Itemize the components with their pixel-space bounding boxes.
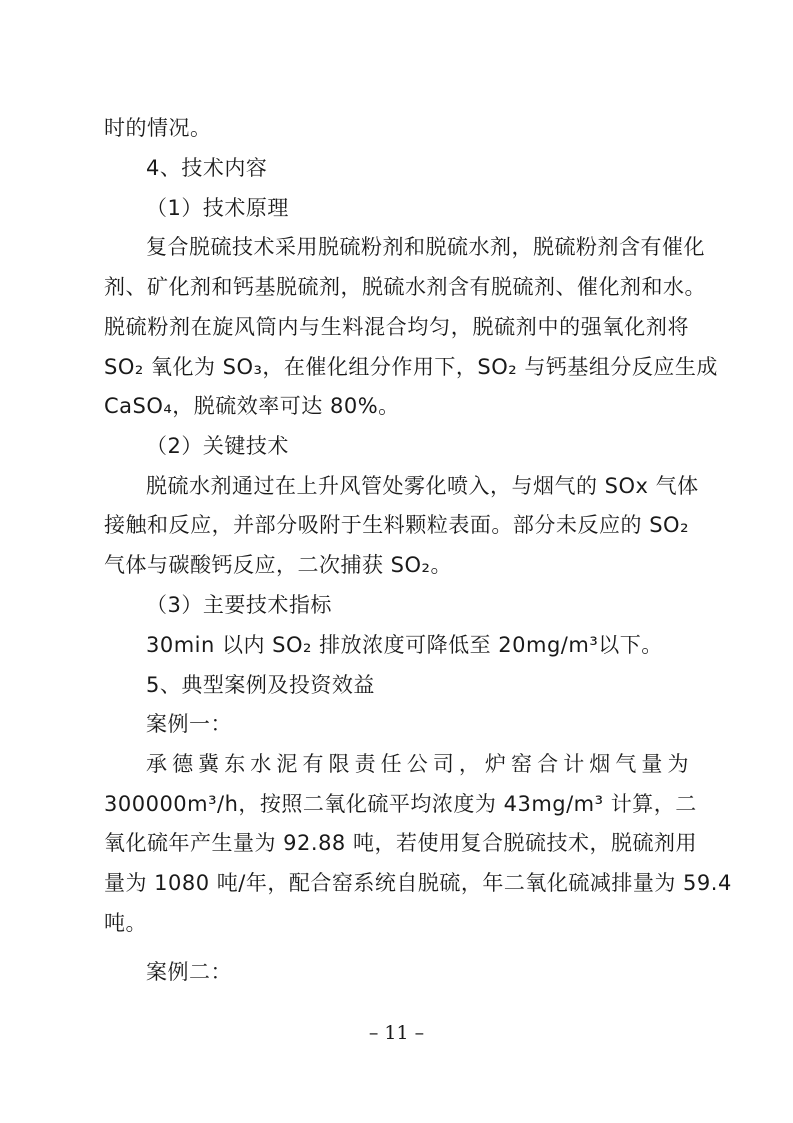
- text-line: 时的情况。: [104, 116, 212, 140]
- text-line: 脱硫粉剂在旋风筒内与生料混合均匀，脱硫剂中的强氧化剂将: [104, 315, 689, 339]
- text-line: 吨。: [104, 911, 147, 935]
- text-line: 接触和反应，并部分吸附于生料颗粒表面。部分未反应的 SO₂: [104, 513, 689, 537]
- text-line: 剂、矿化剂和钙基脱硫剂，脱硫水剂含有脱硫剂、催化剂和水。: [104, 275, 706, 299]
- section-heading: 4、技术内容: [146, 156, 268, 180]
- text-line: 氧化硫年产生量为 92.88 吨，若使用复合脱硫技术，脱硫剂用: [104, 831, 697, 855]
- text-line: 气体与碳酸钙反应，二次捕获 SO₂。: [104, 553, 452, 577]
- text-line: 复合脱硫技术采用脱硫粉剂和脱硫水剂，脱硫粉剂含有催化: [146, 235, 705, 259]
- text-line: SO₂ 氧化为 SO₃，在催化组分作用下，SO₂ 与钙基组分反应生成: [104, 355, 718, 379]
- text-line: 量为 1080 吨/年，配合窑系统自脱硫，年二氧化硫减排量为 59.4: [104, 871, 732, 895]
- subsection-heading: （1）技术原理: [146, 196, 289, 220]
- text-line: CaSO₄，脱硫效率可达 80%。: [104, 394, 400, 418]
- subsection-heading: （2）关键技术: [146, 434, 289, 458]
- section-heading: 5、典型案例及投资效益: [146, 673, 375, 697]
- case-heading: 案例二：: [146, 960, 232, 984]
- case-heading: 案例一：: [146, 712, 232, 736]
- text-line: 脱硫水剂通过在上升风管处雾化喷入，与烟气的 SOx 气体: [146, 474, 699, 498]
- text-line: 承德冀东水泥有限责任公司，炉窑合计烟气量为: [146, 752, 689, 776]
- subsection-heading: （3）主要技术指标: [146, 593, 332, 617]
- page-number: – 11 –: [368, 1022, 425, 1044]
- text-line: 300000m³/h，按照二氧化硫平均浓度为 43mg/m³ 计算，二: [104, 792, 697, 816]
- text-line: 30min 以内 SO₂ 排放浓度可降低至 20mg/m³以下。: [146, 633, 663, 657]
